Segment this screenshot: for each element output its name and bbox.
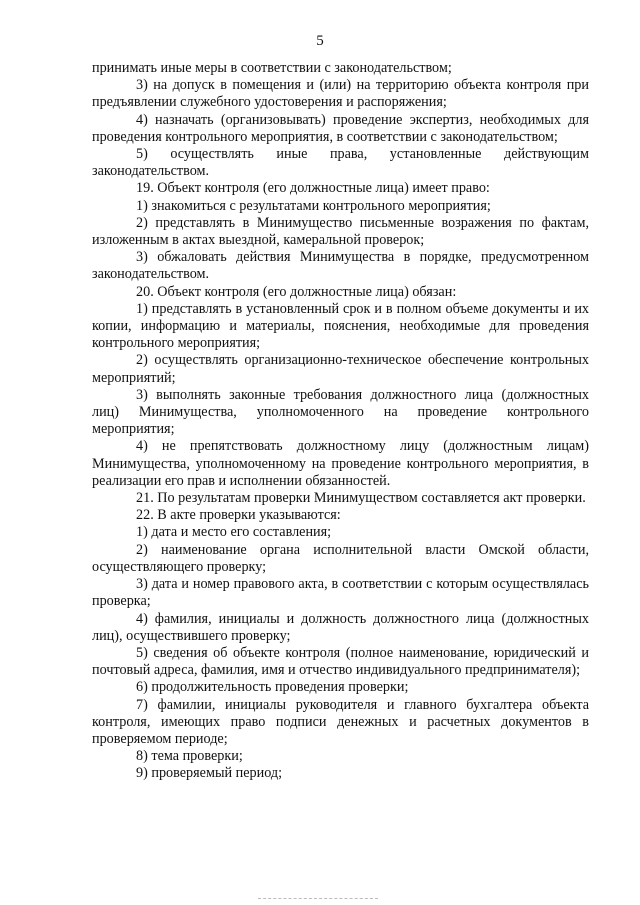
paragraph: 8) тема проверки; xyxy=(136,748,243,765)
paragraph: 3) выполнять законные требования должностного лица (должностных лиц) Минимущества, уполномоченного на проведение контрольного мероприятия; xyxy=(92,386,589,438)
document-body xyxy=(92,60,589,783)
paragraph: 4) фамилия, инициалы и должность должностного лица (должностных лиц), осуществившего проверку; xyxy=(92,610,589,644)
paragraph: 20. Объект контроля (его должностные лица) обязан: xyxy=(136,283,457,300)
paragraph: 2) наименование органа исполнительной власти Омской области, осуществляющего проверку; xyxy=(92,541,589,575)
paragraph: 21. По результатам проверки Минимуществом составляется акт проверки. xyxy=(136,490,586,507)
paragraph: 4) назначать (организовывать) проведение экспертиз, необходимых для проведения контрольного мероприятия, в соответствии с законодательством; xyxy=(92,111,589,145)
paragraph: принимать иные меры в соответствии с законодательством; xyxy=(92,60,452,76)
scan-artifact xyxy=(258,898,378,901)
paragraph: 3) дата и номер правового акта, в соответствии с которым осуществлялась проверка; xyxy=(92,576,589,610)
paragraph: 19. Объект контроля (его должностные лица) имеет право: xyxy=(136,180,490,197)
page-number: 5 xyxy=(316,33,324,49)
paragraph: 3) на допуск в помещения и (или) на территорию объекта контроля при предъявлении служебного удостоверения и распоряжения; xyxy=(92,77,589,111)
paragraph: 2) представлять в Минимущество письменные возражения по фактам, изложенным в актах выездной, камеральной проверок; xyxy=(92,214,589,249)
paragraph: 1) знакомиться с результатами контрольного мероприятия; xyxy=(136,197,491,214)
paragraph: 1) дата и место его составления; xyxy=(136,524,332,541)
paragraph: 22. В акте проверки указываются: xyxy=(136,507,341,524)
paragraph: 7) фамилии, инициалы руководителя и главного бухгалтера объекта контроля, имеющих право подписи денежных и расчетных документов в проверяемом периоде; xyxy=(92,696,589,747)
paragraph: 4) не препятствовать должностному лицу (должностным лицам) Минимущества, уполномоченному на проведение контрольного мероприятия, в реализации его прав и исполнении обязанностей. xyxy=(92,438,589,489)
paragraph: 3) обжаловать действия Минимущества в порядке, предусмотренном законодательством. xyxy=(92,249,589,283)
paragraph: 6) продолжительность проведения проверки; xyxy=(136,679,409,696)
paragraph: 5) осуществлять иные права, установленные действующим законодательством. xyxy=(92,146,589,180)
paragraph: 5) сведения об объекте контроля (полное наименование, юридический и почтовый адреса, фамилия, имя и отчество индивидуального предпринимателя); xyxy=(92,644,589,679)
paragraph: 9) проверяемый период; xyxy=(136,765,283,782)
paragraph: 2) осуществлять организационно-техническое обеспечение контрольных мероприятий; xyxy=(92,352,589,386)
paragraph: 1) представлять в установленный срок и в полном объеме документы и их копии, информацию и материалы, пояснения, необходимые для проведения контрольного мероприятия; xyxy=(92,300,589,352)
